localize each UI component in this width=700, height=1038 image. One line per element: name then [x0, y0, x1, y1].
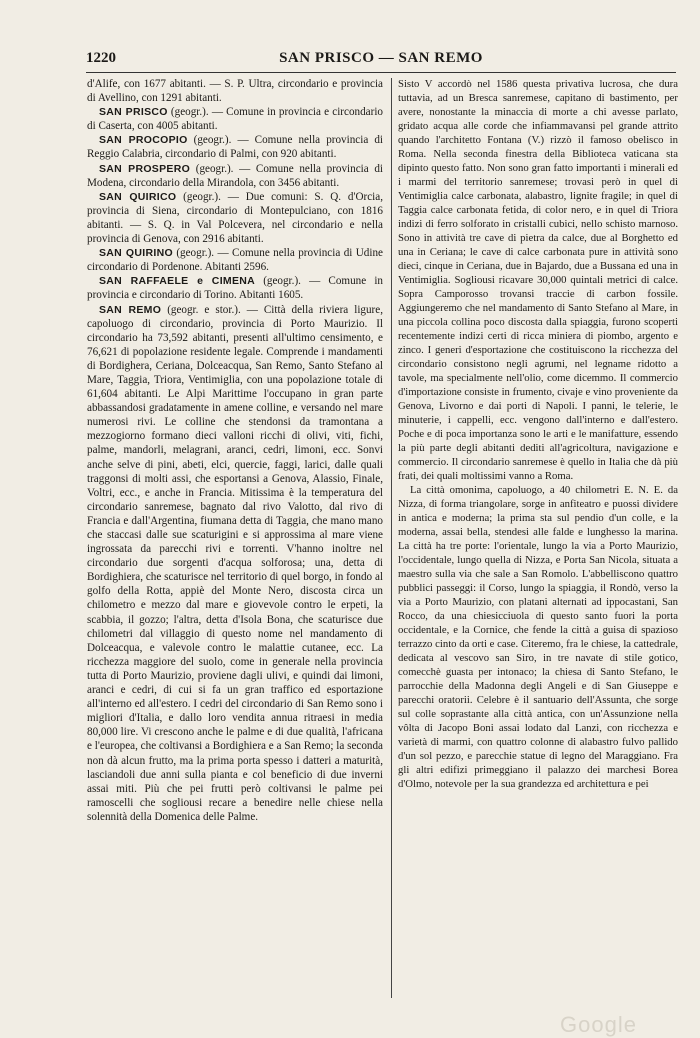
body-paragraph: La città omonima, capoluogo, a 40 chilometri E. N. E. da Nizza, di forma triangolare, sorge in anfiteatro e puossi dividere in antica e moderna; la prima sta sul pendio d'un colle, e la moderna, assai bella, stendesi alle falde e lunghesso la marina. La città ha tre porte: l'orientale, lungo la via a Porto Maurizio, l'occidentale, lungo quella di Nizza, e Porta San Nicola, situata a maestro sulla via che sale a San Romolo. L'abbelliscono quattro pubblici passeggi: il Corso, lungo la spiaggia, il Rondò, verso la via a Porto Maurizio, con platani alternati ad ippocastani, San Rocco, da una chiesicciuola di questo santo fuori la porta occidentale, e la Cornice, che fende la città a guisa di spazioso terrazzo cinto da orti e case. Citeremo, fra le chiese, la cattedrale, dedicata al vescovo san Siro, in tre navate di stile gotico, comecchè guasta per intonaco; la chiesa di Santo Stefano, le parrocchie della Madonna degli Angeli e di San Giuseppe e parecchi oratorii. Celebre è il santuario dell'Assunta, che sorge sul colle soprastante alla città antica, con un'Assunzione nella vôlta di Jacopo Boni assai lodato dal Lanzi, con ricchezza e varietà di marmi, con quattro colonne di alabastro fulvo pallido d'un sol pezzo, e parecchie statue di legno del Maraggiano. Fra gli altri edifizi primeggiano il palazzo dei marchesi Borea d'Olmo, notevole per la sua grandezza ed architettura e pei: [398, 484, 678, 790]
running-head: SAN PRISCO — SAN REMO: [279, 50, 483, 66]
entry-headword: SAN PROCOPIO: [99, 134, 188, 147]
entry-headword: SAN PROSPERO: [99, 162, 191, 175]
dictionary-entry: [87, 77, 383, 105]
entry-text: (geogr. e stor.). — Città della riviera ligure, capoluogo di circondario, provincia di Porto Maurizio. Il circondario ha 73,592 abitanti, presenti all'ultimo censimento, e 76,621 di popolazione residente legale. Comprende i mandamenti di Bordighera, Ceriana, Dolceacqua, San Remo, Santo Stefano al Mare, Taggia, Triora, Ventimiglia, con una popolazione totale di 61,604 abitanti. Le Alpi Marittime l'occupano in gran parte abbassandosi gradatamente in amene colline, e versando nel mare numerosi rivi. Le colline che stendonsi da tramontana a mezzogiorno formano dieci valloni ricchi di olivi, viti, fichi, palme, mandorli, melagrani, aranci, cedri, limoni, ecc. Sonvi anche selve di pini, abeti, elci, quercie, faggi, larici, dalle quali traggonsi di molti assi, che esportansi a Genova, Alassio, Finale, Voltri, ecc., e anche in Francia. Mitissima è la temperatura del circondario sanremese, bagnato dal rivo Valotto, dal rivo di Francia e dall'Argentina, fiumana detta di Taggia, che mano mano che staccasi dalle sue scaturigini e si approssima al mare viene ingrossata da parecchi rivi e torrenti. V'hanno inoltre nel circondario due sorgenti d'acqua solforosa; una, detta di Bordighiera, che scaturisce nel territorio di quel borgo, in fondo al golfo della Rotta, appiè del Monte Nero, discosta circa un chilometro e mezzo dal mare e giovevole contro le erpeti, la scabbia, il gozzo; l'altra, detta d'Isola Bona, che scaturisce due chilometri dal villaggio di questo nome nel mandamento di Dolceacqua, e valevole contro le malattie cutanee, ecc. La ricchezza maggiore del suolo, come in generale nella provincia tutta di Porto Maurizio, proviene dagli ulivi, e quindi dai limoni, aranci e cedri, di cui si fa un gran traffico ed esportazione all'interno ed all'estero. I cedri del circondario di San Remo sono i migliori d'Italia, e dallo loro vendita annua ritraesi in media 80,000 lire. Vi crescono anche le palme e di due qualità, l'africana e l'europea, che coltivansi a Bordighiera e a San Remo; la seconda non dà alcun frutto, ma la prima porta spesso i datteri a maturità, lasciandoli due anni sulla pianta e col beneficio di due inverni assai miti. Più che pei frutti però coltivansi le palme pei ramoscelli che sogliousi recare a benedire nelle chiese nella solennità della Domenica delle Palme.: [87, 303, 383, 823]
body-paragraph: Sisto V accordò nel 1586 questa privativa lucrosa, che dura tuttavia, ad un Bresca sanremese, capitano di bastimento, per avere, nonostante la minaccia di morte a chi avesse parlato, gridato acqua alle corde che infiammavansi pel grande attrito quando l'architetto Fontana (V.) rizzò il famoso obelisco in Roma. Nella seconda finestra della Biblioteca vaticana sta dipinto questo fatto. Non sono gran fatto importanti i minerali ed i marmi del territorio sanremese; trovasi però in quel di Ventimiglia calce carbonata, alabastro, lignite fragile; in quel di Taggia calce carbonata fetida, di color nero, e in quel di Triora indizi di ferro solforato in cristalli cubici, nello schisto marnoso. Sono in attività tre cave di pietra da calce, due al Borghetto ed una in Ceriana; le cave di calce carbonata pure in attività sono dieci, cinque in Ceriana, due in Bajardo, due a Bussana ed una in Ventimiglia. Sogliousi ricavare 30,000 quintali metrici di calce. Sopra Camporosso trovansi traccie di carbon fossile. Aggiungeremo che nel mandamento di Santo Stefano al Mare, in una piccola collina poco discosta dalla spiaggia, furono scoperti recentemente indizi certi di ricca miniera di piombo, argento e zinco. I generi d'esportazione che costituiscono la ricchezza del circondario consistono negli agrumi, nel legname ridotto a tavole, ma specialmente nell'olio, come dicemmo. Il commercio d'importazione consiste in frumento, civaje e vino proveniente da Genova, Livorno e dai porti di Napoli. I panni, le telerie, le minuterie, i cappelli, ecc. vengono dall'interno e dall'estero. Poche e di poca importanza sono le arti e le manifatture, essendo la più parte degli abitanti dediti all'agricoltura, navigazione e commercio. Il circondario sanremese è quello in Italia che dà più frati, dei quali moltissimi vanno a Roma.: [398, 78, 678, 482]
dictionary-entry: [87, 190, 383, 246]
entry-text: (geogr.). — Comune nella provincia di Reggio Calabria, circondario di Palmi, con 920 abitanti.: [87, 134, 383, 161]
entry-text: (geogr.). — Comune in provincia e circondario di Torino. Abitanti 1605.: [87, 275, 383, 302]
header-rule: [86, 72, 676, 73]
dictionary-entry: [87, 162, 383, 190]
watermark: Google: [560, 1012, 637, 1037]
dictionary-entry: [87, 303, 383, 824]
left-column: [87, 77, 383, 824]
right-column: [398, 77, 678, 791]
page-number: 1220: [86, 50, 116, 66]
dictionary-entry: [87, 274, 383, 302]
dictionary-entry: [87, 105, 383, 133]
entry-headword: SAN QUIRICO: [99, 190, 177, 203]
entry-headword: SAN REMO: [99, 303, 162, 316]
entry-text: d'Alife, con 1677 abitanti. — S. P. Ultra, circondario e provincia di Avellino, con 1291 abitanti.: [87, 78, 383, 105]
column-divider: [391, 78, 392, 998]
entry-text: (geogr.). — Comune in provincia e circondario di Caserta, con 4005 abitanti.: [87, 106, 383, 133]
entry-headword: SAN QUIRINO: [99, 247, 173, 260]
entry-text: (geogr.). — Comune nella provincia di Modena, circondario della Mirandola, con 3456 abitanti.: [87, 162, 384, 189]
entry-text: (geogr.). — Due comuni: S. Q. d'Orcia, provincia di Siena, circondario di Montepulciano, con 1816 abitanti. — S. Q. in Val Polcevera, nel circondario e nella provincia di Genova, con 2916 abitanti.: [87, 190, 383, 246]
dictionary-entry: [87, 246, 383, 274]
entry-text: (geogr.). — Comune nella provincia di Udine circondario di Pordenone. Abitanti 2596.: [87, 247, 383, 274]
page-header: [86, 46, 676, 72]
dictionary-entry: [87, 133, 383, 161]
entry-headword: SAN RAFFAELE e CIMENA: [99, 275, 256, 288]
entry-headword: SAN PRISCO: [99, 106, 168, 119]
